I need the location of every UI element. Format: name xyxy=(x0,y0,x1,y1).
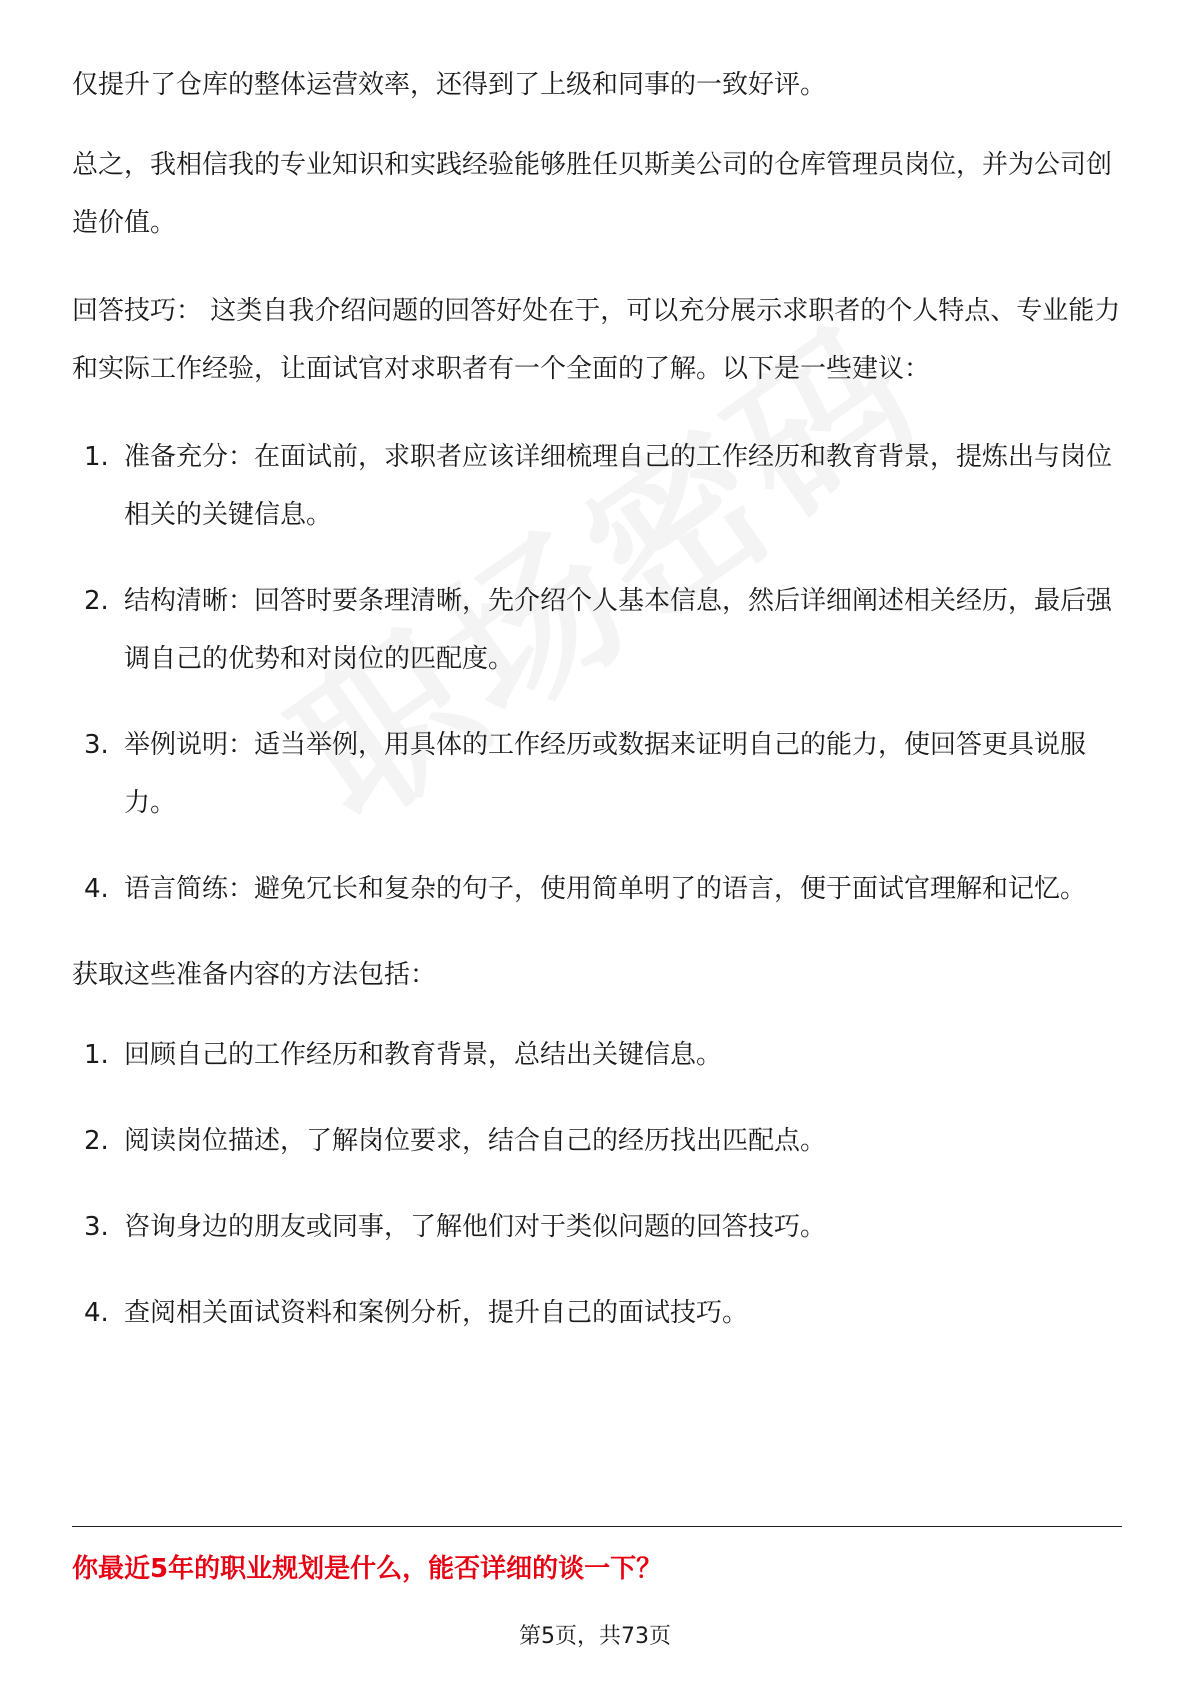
methods-intro: 获取这些准备内容的方法包括： xyxy=(72,960,437,990)
page-footer: 第5页，共73页 xyxy=(519,1624,671,1649)
list-item xyxy=(72,716,1122,832)
methods-list xyxy=(72,1026,1122,1342)
next-question-heading: 你最近5年的职业规划是什么，能否详细的谈一下？ xyxy=(72,1554,663,1584)
list-item xyxy=(72,428,1122,544)
list-text: 回顾自己的工作经历和教育背景，总结出关键信息。 xyxy=(124,1040,723,1070)
list-number: 2. xyxy=(84,586,109,616)
list-item xyxy=(72,572,1122,688)
paragraph-2: 总之，我相信我的专业知识和实践经验能够胜任贝斯美公司的仓库管理员岗位，并为公司创造价值。 xyxy=(72,150,1113,238)
list-item xyxy=(72,1026,1122,1084)
list-number: 1. xyxy=(84,1040,109,1070)
list-number: 3. xyxy=(84,730,109,760)
list-text: 结构清晰：回答时要条理清晰，先介绍个人基本信息，然后详细阐述相关经历，最后强调自己的优势和对岗位的匹配度。 xyxy=(124,586,1113,674)
list-text: 举例说明：适当举例，用具体的工作经历或数据来证明自己的能力，使回答更具说服力。 xyxy=(124,730,1087,818)
list-item xyxy=(72,1198,1122,1256)
list-number: 4. xyxy=(84,1298,109,1328)
list-item xyxy=(72,1112,1122,1170)
main-content xyxy=(72,56,1122,1370)
list-number: 2. xyxy=(84,1126,109,1156)
list-text: 语言简练：避免冗长和复杂的句子，使用简单明了的语言，便于面试官理解和记忆。 xyxy=(124,874,1087,904)
list-text: 咨询身边的朋友或同事，了解他们对于类似问题的回答技巧。 xyxy=(124,1212,827,1242)
list-item xyxy=(72,860,1122,918)
list-item xyxy=(72,1284,1122,1342)
list-text: 查阅相关面试资料和案例分析，提升自己的面试技巧。 xyxy=(124,1298,749,1328)
list-text: 阅读岗位描述，了解岗位要求，结合自己的经历找出匹配点。 xyxy=(124,1126,827,1156)
paragraph-1: 仅提升了仓库的整体运营效率，还得到了上级和同事的一致好评。 xyxy=(72,70,827,100)
paragraph-tips-intro: 回答技巧： 这类自我介绍问题的回答好处在于，可以充分展示求职者的个人特点、专业能力和实际工作经验，让面试官对求职者有一个全面的了解。以下是一些建议： xyxy=(72,296,1121,384)
divider xyxy=(72,1526,1122,1527)
list-number: 1. xyxy=(84,442,109,472)
list-number: 4. xyxy=(84,874,109,904)
list-number: 3. xyxy=(84,1212,109,1242)
list-text: 准备充分：在面试前，求职者应该详细梳理自己的工作经历和教育背景，提炼出与岗位相关的关键信息。 xyxy=(124,442,1113,530)
tips-list xyxy=(72,428,1122,918)
